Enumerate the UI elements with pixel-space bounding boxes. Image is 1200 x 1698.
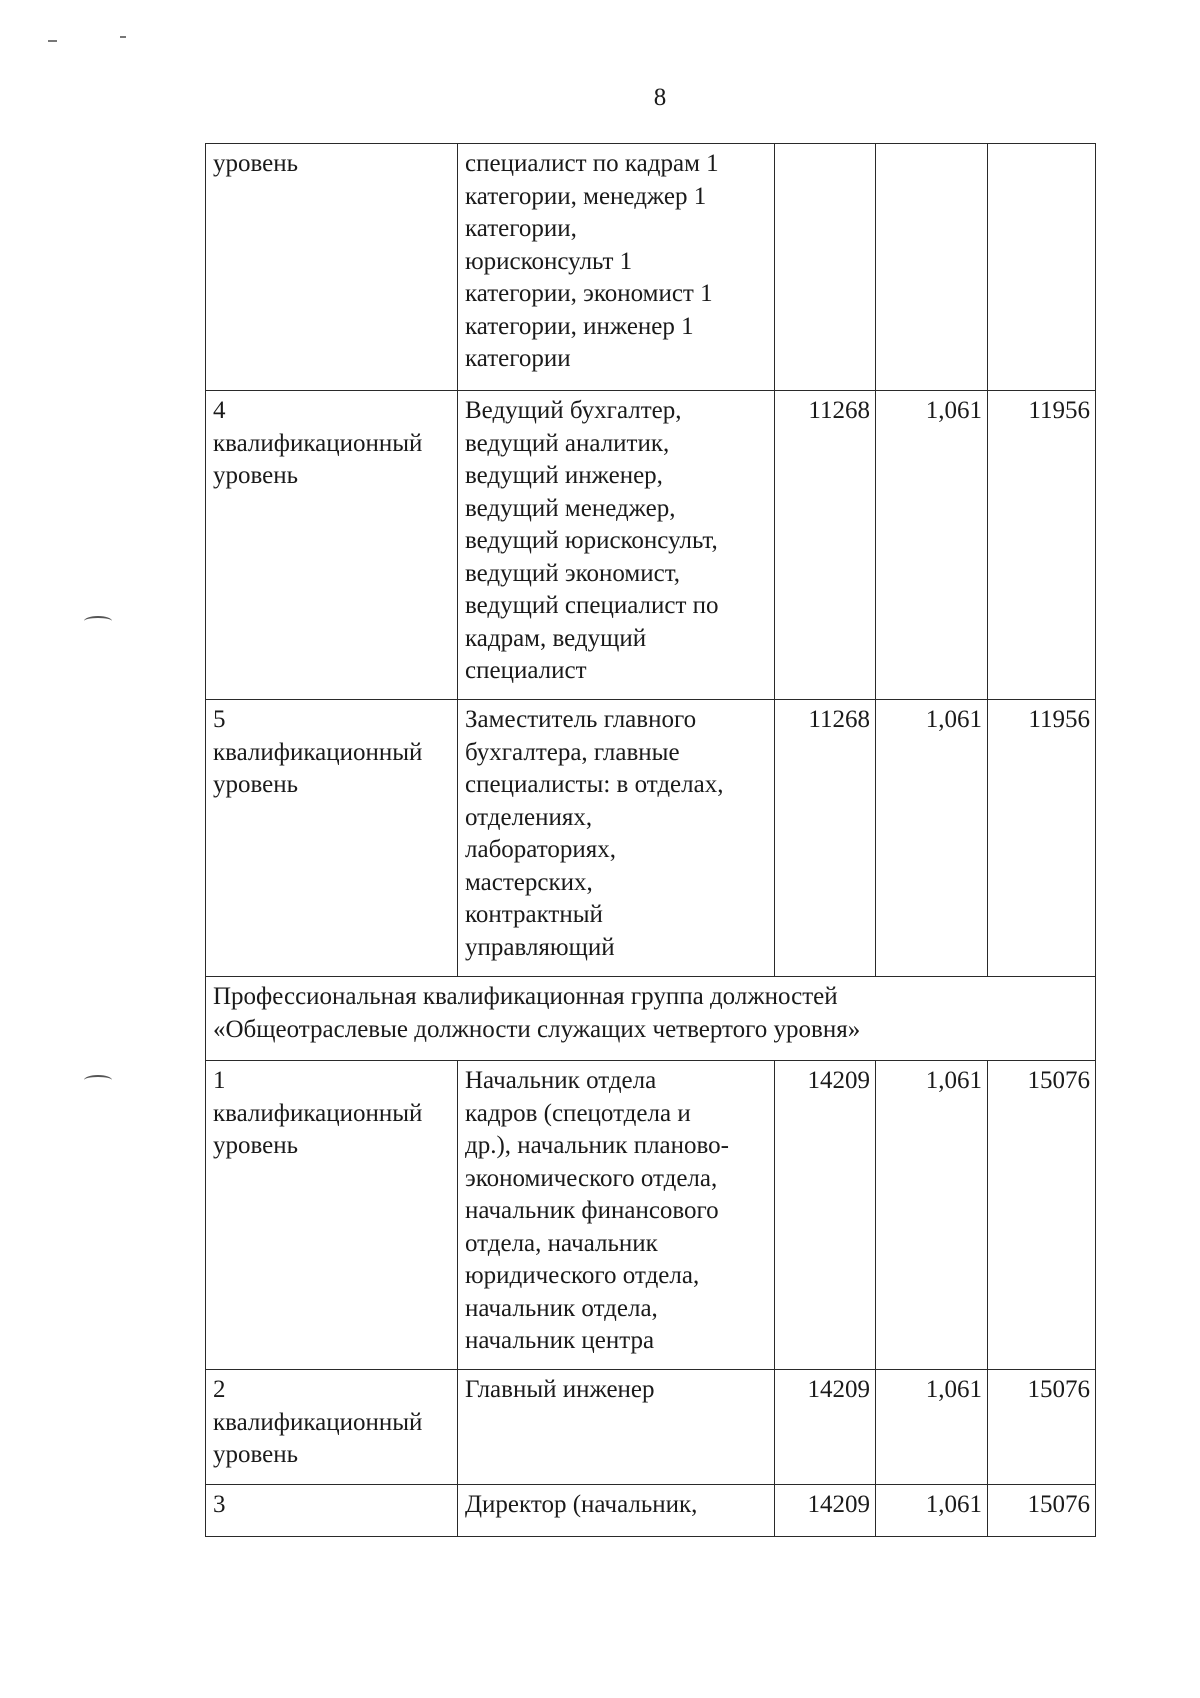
table-row xyxy=(206,391,1096,700)
positions-cell-line: отдела, начальник xyxy=(465,1229,658,1257)
positions-cell-line: специалист xyxy=(465,657,587,684)
level-cell xyxy=(206,1370,458,1485)
positions-cell-line: Начальник отдела xyxy=(465,1067,657,1094)
coefficient-cell: 1,061 xyxy=(876,1061,988,1370)
level-cell-line: 4 xyxy=(213,397,226,424)
positions-cell-line: начальник отдела, xyxy=(465,1294,658,1322)
level-cell-line: уровень xyxy=(213,1132,299,1159)
group-header-line: Профессиональная квалификационная группа должностей xyxy=(213,983,838,1010)
positions-cell xyxy=(458,1370,775,1485)
positions-cell-line: юрисконсульт 1 xyxy=(465,247,633,275)
table-row xyxy=(206,1370,1096,1485)
coefficient-cell: 1,061 xyxy=(876,700,988,977)
positions-cell-line: отделениях, xyxy=(465,803,593,831)
coefficient-cell: 1,061 xyxy=(876,391,988,700)
positions-cell-line: Главный инженер xyxy=(465,1376,655,1403)
group-header-line: «Общеотраслевые должности служащих четвертого уровня» xyxy=(213,1015,861,1043)
level-cell-line: 1 xyxy=(213,1067,226,1094)
level-cell-line: квалификационный xyxy=(213,1408,423,1436)
new-salary-cell xyxy=(988,144,1096,391)
level-cell-line: 2 xyxy=(213,1376,226,1403)
coefficient-cell: 1,061 xyxy=(876,1485,988,1537)
positions-cell-line: специалист по кадрам 1 xyxy=(465,150,719,177)
level-cell xyxy=(206,1061,458,1370)
positions-cell-line: управляющий xyxy=(465,933,615,961)
positions-cell-line: бухгалтера, главные xyxy=(465,738,680,766)
salary-table xyxy=(205,143,1096,1537)
positions-cell-line: начальник финансового xyxy=(465,1197,719,1224)
positions-cell-line: ведущий аналитик, xyxy=(465,429,670,457)
new-salary-cell: 15076 xyxy=(988,1485,1096,1537)
level-cell-line: 5 xyxy=(213,706,226,733)
positions-cell-line: контрактный xyxy=(465,901,603,928)
positions-cell-line: мастерских, xyxy=(465,868,593,896)
table-row xyxy=(206,1485,1096,1537)
level-cell xyxy=(206,144,458,391)
new-salary-cell: 11956 xyxy=(988,391,1096,700)
salary-cell xyxy=(775,144,876,391)
table-body xyxy=(206,144,1096,1537)
positions-cell-line: юридического отдела, xyxy=(465,1262,700,1289)
positions-cell-line: ведущий менеджер, xyxy=(465,494,676,522)
coefficient-cell: 1,061 xyxy=(876,1370,988,1485)
positions-cell xyxy=(458,700,775,977)
scan-artifact xyxy=(48,40,57,42)
salary-cell: 11268 xyxy=(775,391,876,700)
positions-cell xyxy=(458,1485,775,1537)
table-row xyxy=(206,1061,1096,1370)
positions-cell-line: кадрам, ведущий xyxy=(465,624,647,652)
level-cell-line: квалификационный xyxy=(213,429,423,457)
positions-cell-line: начальник центра xyxy=(465,1327,655,1354)
positions-cell-line: кадров (спецотдела и xyxy=(465,1099,691,1127)
new-salary-cell: 15076 xyxy=(988,1061,1096,1370)
positions-cell xyxy=(458,1061,775,1370)
positions-cell-line: категории, менеджер 1 xyxy=(465,182,707,210)
level-cell-line: уровень xyxy=(213,150,299,177)
level-cell-line: квалификационный xyxy=(213,738,423,766)
positions-cell xyxy=(458,144,775,391)
scan-artifact xyxy=(84,616,112,626)
positions-cell-line: Заместитель главного xyxy=(465,706,697,733)
table-row xyxy=(206,144,1096,391)
level-cell-line: уровень xyxy=(213,771,299,798)
level-cell xyxy=(206,700,458,977)
salary-cell: 14209 xyxy=(775,1485,876,1537)
positions-cell xyxy=(458,391,775,700)
positions-cell-line: специалисты: в отделах, xyxy=(465,771,724,798)
positions-cell-line: лабораториях, xyxy=(465,836,616,863)
positions-cell-line: категории xyxy=(465,345,571,372)
group-header-row xyxy=(206,977,1096,1061)
positions-cell-line: ведущий инженер, xyxy=(465,462,663,489)
scan-artifact xyxy=(120,36,126,38)
positions-cell-line: категории, экономист 1 xyxy=(465,280,713,307)
positions-cell-line: ведущий юрисконсульт, xyxy=(465,527,718,554)
new-salary-cell: 15076 xyxy=(988,1370,1096,1485)
level-cell xyxy=(206,1485,458,1537)
scan-artifact xyxy=(84,1075,112,1085)
new-salary-cell: 11956 xyxy=(988,700,1096,977)
salary-cell: 14209 xyxy=(775,1061,876,1370)
salary-cell: 11268 xyxy=(775,700,876,977)
positions-cell-line: ведущий специалист по xyxy=(465,592,719,619)
positions-cell-line: Директор (начальник, xyxy=(465,1491,698,1518)
positions-cell-line: др.), начальник планово- xyxy=(465,1132,729,1159)
level-cell xyxy=(206,391,458,700)
positions-cell-line: Ведущий бухгалтер, xyxy=(465,397,682,424)
level-cell-line: квалификационный xyxy=(213,1099,423,1127)
group-header xyxy=(206,977,1096,1061)
level-cell-line: уровень xyxy=(213,462,299,489)
coefficient-cell xyxy=(876,144,988,391)
salary-cell: 14209 xyxy=(775,1370,876,1485)
positions-cell-line: экономического отдела, xyxy=(465,1164,718,1192)
positions-cell-line: ведущий экономист, xyxy=(465,559,681,587)
level-cell-line: уровень xyxy=(213,1441,299,1468)
positions-cell-line: категории, инженер 1 xyxy=(465,312,694,340)
level-cell-line: 3 xyxy=(213,1491,226,1518)
table-row xyxy=(206,700,1096,977)
positions-cell-line: категории, xyxy=(465,215,577,242)
page-number: 8 xyxy=(653,84,667,111)
